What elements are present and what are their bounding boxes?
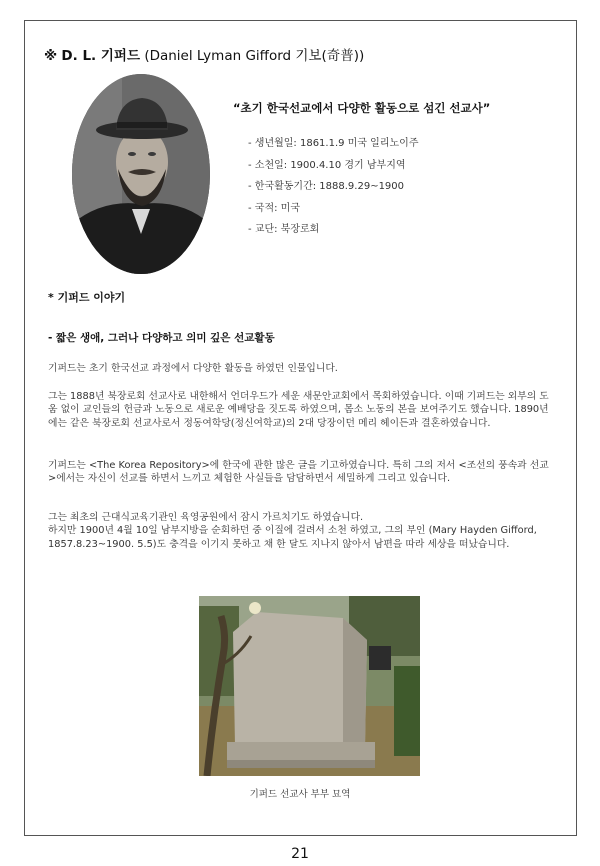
gravesite-photo [199,596,420,776]
heading-detail: (Daniel Lyman Gifford 기보(奇普)) [144,48,365,64]
fact-death: - 소천일: 1900.4.10 경기 남부지역 [248,159,406,171]
page-heading [44,44,364,64]
paragraph-intro: 기퍼드는 초기 한국선교 과정에서 다양한 활동을 하였던 인물입니다. [48,363,338,374]
fact-service-period: - 한국활동기간: 1888.9.29~1900 [248,181,405,192]
paragraph-ministry: 그는 1888년 북장로회 선교사로 내한해서 언더우드가 세운 새문안교회에서 목회하였습니다. 이때 기퍼드는 외부의 도움 없이 교인들의 헌금과 노동으로 새로운 예배당을 짓도록 하였으며, 몸소 노동의 본을 보여주기도 했습니다. 1890년에는 같은 북장로회 선교사로서 정동여학당(정신여학교)의 2대 당장이던 메리 헤이든과 결혼하였습니다. [48,391,549,429]
fact-denomination: - 교단: 북장로회 [248,224,320,235]
section-subtitle: - 짧은 생애, 그러나 다양하고 의미 깊은 선교활동 [48,332,275,344]
fact-list [248,133,418,241]
quote-title: “초기 한국선교에서 다양한 활동으로 섬긴 선교사” [233,101,491,115]
photo-caption: 기퍼드 선교사 부부 묘역 [249,789,351,800]
page-number: 21 [291,846,309,862]
gravestone-figure [199,596,420,776]
paragraph-death: 그는 최초의 근대식교육기관인 육영공원에서 잠시 가르치기도 하였습니다. 하지만 1900년 4월 10일 남부지방을 순회하던 중 이질에 걸려서 소천 하였고, 그의 부인 (Mary Hayden Gifford, 1857.8.23~1900. 5.5)도 충격을 이기지 못하고 채 한 달도 지나지 않아서 남편을 따라 세상을 떠났습니다. [48,512,537,550]
portrait-figure [72,74,210,274]
portrait-photo [72,74,210,274]
paragraph-writing: 기퍼드는 <The Korea Repository>에 한국에 관한 많은 글을 기고하였습니다. 특히 그의 저서 <조선의 풍속과 선교>에서는 자신이 선교를 하면서 느끼고 체험한 사실들을 담담하면서 세밀하게 그리고 있습니다. [48,460,549,485]
fact-birth: - 생년월일: 1861.1.9 미국 일리노이주 [248,138,419,149]
heading-marker: ※ [44,48,58,64]
story-title: * 기퍼드 이야기 [48,291,126,304]
heading-name: D. L. 기퍼드 [61,48,141,64]
fact-nationality: - 국적: 미국 [248,202,300,214]
